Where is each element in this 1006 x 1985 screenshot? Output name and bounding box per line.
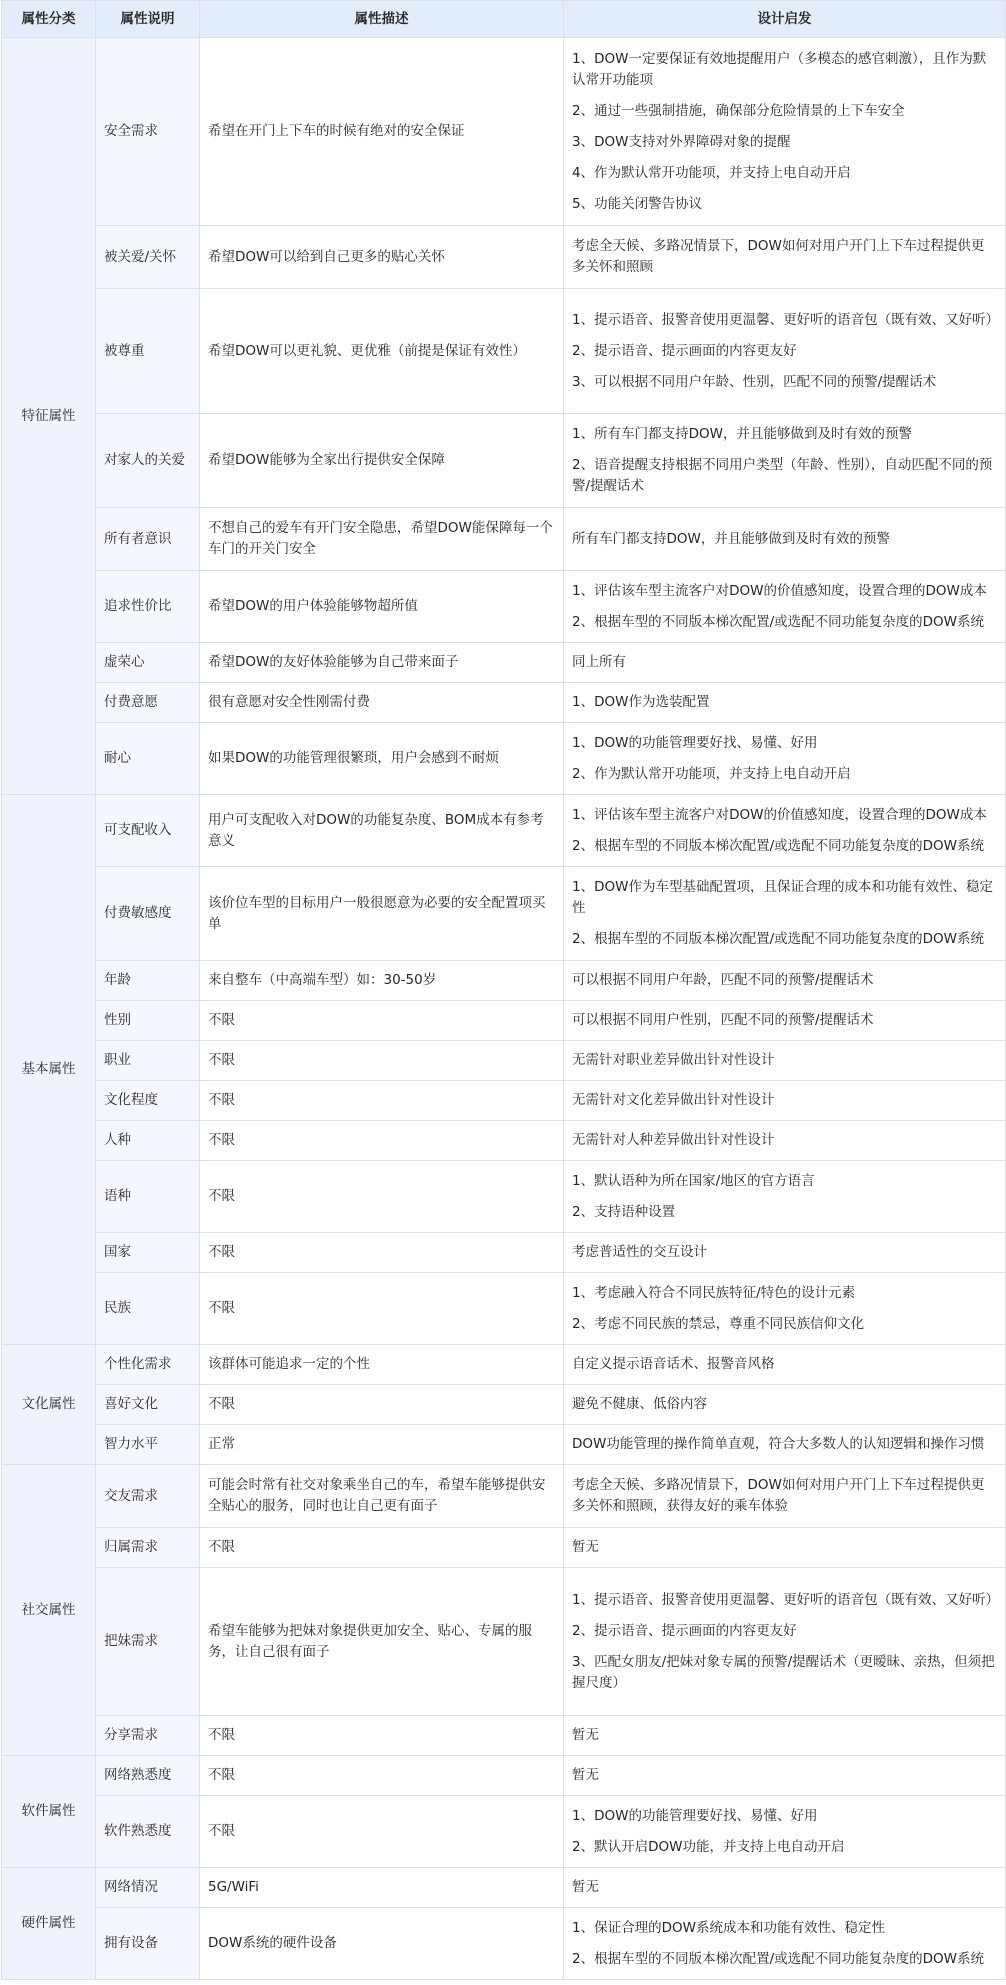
insight-item: 2、根据车型的不同版本梯次配置/或选配不同功能复杂度的DOW系统	[572, 931, 985, 947]
design-insight-cell	[564, 683, 1006, 723]
design-insight-cell	[564, 1345, 1006, 1385]
insight-item: 1、考虑融入符合不同民族特征/特色的设计元素	[572, 1284, 856, 1301]
insight-item: 暂无	[572, 1727, 599, 1743]
attribute-description-cell: 可能会时常有社交对象乘坐自己的车，希望车能够提供安全贴心的服务，同时也让自己更有面子	[200, 1465, 564, 1528]
attribute-name-cell: 追求性价比	[96, 571, 200, 643]
insight-item: 2、根据车型的不同版本梯次配置/或选配不同功能复杂度的DOW系统	[572, 613, 985, 630]
table-row	[2, 508, 1006, 571]
table-row	[2, 1716, 1006, 1756]
design-insight-cell	[564, 1716, 1006, 1756]
design-insight-cell	[564, 961, 1006, 1001]
design-insight-cell	[564, 1425, 1006, 1465]
insight-item: 1、DOW的功能管理要好找、易懂、好用	[572, 734, 818, 751]
insight-item: 2、根据车型的不同版本梯次配置/或选配不同功能复杂度的DOW系统	[572, 1950, 985, 1967]
insight-item: 考虑全天候、多路况情景下，DOW如何对用户开门上下车过程提供更多关怀和照顾，获得友好的乘车体验	[572, 1477, 985, 1514]
insight-item: 同上所有	[572, 654, 626, 670]
category-cell: 基本属性	[2, 795, 96, 1345]
design-insight-cell	[564, 38, 1006, 226]
attribute-description-cell: 希望DOW能够为全家出行提供安全保障	[200, 414, 564, 508]
attribute-name-cell: 分享需求	[96, 1716, 200, 1756]
header-description: 属性描述	[200, 1, 564, 38]
table-row	[2, 1465, 1006, 1528]
table-row	[2, 38, 1006, 226]
attribute-name-cell: 网络情况	[96, 1868, 200, 1908]
attribute-name-cell: 网络熟悉度	[96, 1756, 200, 1796]
attribute-description-cell: 不限	[200, 1001, 564, 1041]
attribute-description-cell: 希望DOW的用户体验能够物超所值	[200, 571, 564, 643]
table-row	[2, 571, 1006, 643]
attribute-name-cell: 交友需求	[96, 1465, 200, 1528]
attribute-name-cell: 虚荣心	[96, 643, 200, 683]
design-insight-cell	[564, 289, 1006, 414]
design-insight-cell	[564, 1868, 1006, 1908]
insight-item: 4、作为默认常开功能项，并支持上电自动开启	[572, 164, 851, 181]
insight-item: 2、语音提醒支持根据不同用户类型（年龄、性别），自动匹配不同的预警/提醒话术	[572, 457, 993, 494]
design-insight-cell	[564, 571, 1006, 643]
attribute-description-cell: 不限	[200, 1528, 564, 1568]
insight-item: DOW功能管理的操作简单直观，符合大多数人的认知逻辑和操作习惯	[572, 1436, 985, 1452]
attribute-description-cell: 来自整车（中高端车型）如：30-50岁	[200, 961, 564, 1001]
insight-item: 无需针对人种差异做出针对性设计	[572, 1132, 775, 1148]
insight-item: 暂无	[572, 1539, 599, 1555]
insight-item: 暂无	[572, 1767, 599, 1783]
attribute-description-cell: 不限	[200, 1385, 564, 1425]
attribute-description-cell: 不限	[200, 1081, 564, 1121]
attribute-description-cell: 不限	[200, 1233, 564, 1273]
design-insight-cell	[564, 1081, 1006, 1121]
header-row	[2, 1, 1006, 38]
design-insight-cell	[564, 1568, 1006, 1716]
attribute-description-cell: 希望DOW可以给到自己更多的贴心关怀	[200, 226, 564, 289]
insight-item: 考虑全天候、多路况情景下，DOW如何对用户开门上下车过程提供更多关怀和照顾	[572, 238, 985, 275]
attribute-name-cell: 被关爱/关怀	[96, 226, 200, 289]
design-insight-cell	[564, 1796, 1006, 1868]
table-row	[2, 414, 1006, 508]
attribute-name-cell: 软件熟悉度	[96, 1796, 200, 1868]
design-insight-cell	[564, 1001, 1006, 1041]
attribute-name-cell: 职业	[96, 1041, 200, 1081]
design-insight-cell	[564, 226, 1006, 289]
attribute-name-cell: 安全需求	[96, 38, 200, 226]
attribute-description-cell: 不限	[200, 1756, 564, 1796]
attribute-name-cell: 民族	[96, 1273, 200, 1345]
table-row	[2, 1908, 1006, 1980]
attribute-name-cell: 人种	[96, 1121, 200, 1161]
attribute-description-cell: 不限	[200, 1716, 564, 1756]
insight-item: 1、DOW作为选装配置	[572, 694, 710, 710]
category-cell: 社交属性	[2, 1465, 96, 1756]
attribute-name-cell: 个性化需求	[96, 1345, 200, 1385]
insight-item: 2、考虑不同民族的禁忌，尊重不同民族信仰文化	[572, 1315, 865, 1332]
attribute-description-cell: 用户可支配收入对DOW的功能复杂度、BOM成本有参考意义	[200, 795, 564, 867]
attribute-name-cell: 被尊重	[96, 289, 200, 414]
table-row	[2, 1425, 1006, 1465]
attribute-description-cell: 5G/WiFi	[200, 1868, 564, 1908]
attribute-name-cell: 归属需求	[96, 1528, 200, 1568]
attribute-name-cell: 性别	[96, 1001, 200, 1041]
design-insight-cell	[564, 1385, 1006, 1425]
attribute-description-cell: 该群体可能追求一定的个性	[200, 1345, 564, 1385]
design-insight-cell	[564, 1233, 1006, 1273]
insight-item: 1、提示语音、报警音使用更温馨、更好听的语音包（既有效、又好听）	[572, 311, 1000, 328]
insight-item: 3、可以根据不同用户年龄、性别，匹配不同的预警/提醒话术	[572, 373, 937, 390]
table-row	[2, 1001, 1006, 1041]
table-row	[2, 1345, 1006, 1385]
table-row	[2, 226, 1006, 289]
attribute-table	[1, 0, 1006, 1980]
attribute-description-cell: 不限	[200, 1796, 564, 1868]
design-insight-cell	[564, 414, 1006, 508]
attribute-description-cell: 不限	[200, 1121, 564, 1161]
attribute-name-cell: 国家	[96, 1233, 200, 1273]
attribute-name-cell: 所有者意识	[96, 508, 200, 571]
insight-item: 可以根据不同用户年龄，匹配不同的预警/提醒话术	[572, 972, 874, 988]
insight-item: 1、DOW作为车型基础配置项，且保证合理的成本和功能有效性、稳定性	[572, 879, 993, 916]
table-row	[2, 643, 1006, 683]
insight-item: 1、评估该车型主流客户对DOW的价值感知度，设置合理的DOW成本	[572, 806, 987, 823]
design-insight-cell	[564, 1465, 1006, 1528]
attribute-name-cell: 对家人的关爱	[96, 414, 200, 508]
insight-item: 1、DOW的功能管理要好找、易懂、好用	[572, 1807, 818, 1824]
table-row	[2, 1081, 1006, 1121]
table-row	[2, 1868, 1006, 1908]
insight-item: 2、通过一些强制措施，确保部分危险情景的上下车安全	[572, 102, 905, 119]
table-row	[2, 289, 1006, 414]
design-insight-cell	[564, 1528, 1006, 1568]
insight-item: 1、保证合理的DOW系统成本和功能有效性、稳定性	[572, 1919, 885, 1936]
insight-item: 2、作为默认常开功能项，并支持上电自动开启	[572, 765, 851, 782]
design-insight-cell	[564, 643, 1006, 683]
insight-item: 暂无	[572, 1879, 599, 1895]
attribute-description-cell: 很有意愿对安全性刚需付费	[200, 683, 564, 723]
attribute-name-cell: 拥有设备	[96, 1908, 200, 1980]
insight-item: 所有车门都支持DOW，并且能够做到及时有效的预警	[572, 530, 890, 547]
table-row	[2, 1756, 1006, 1796]
insight-item: 2、提示语音、提示画面的内容更友好	[572, 342, 797, 359]
table-row	[2, 723, 1006, 795]
attribute-description-cell: 正常	[200, 1425, 564, 1465]
design-insight-cell	[564, 795, 1006, 867]
design-insight-cell	[564, 723, 1006, 795]
attribute-description-cell: 不限	[200, 1273, 564, 1345]
insight-item: 无需针对职业差异做出针对性设计	[572, 1052, 775, 1068]
attribute-description-cell: 希望DOW的友好体验能够为自己带来面子	[200, 643, 564, 683]
table-row	[2, 961, 1006, 1001]
table-row	[2, 1385, 1006, 1425]
table-row	[2, 1796, 1006, 1868]
insight-item: 3、DOW支持对外界障碍对象的提醒	[572, 133, 791, 150]
attribute-description-cell: 希望车能够为把妹对象提供更加安全、贴心、专属的服务，让自己很有面子	[200, 1568, 564, 1716]
insight-item: 5、功能关闭警告协议	[572, 195, 703, 212]
attribute-description-cell: DOW系统的硬件设备	[200, 1908, 564, 1980]
insight-item: 避免不健康、低俗内容	[572, 1396, 707, 1412]
attribute-description-cell: 如果DOW的功能管理很繁琐，用户会感到不耐烦	[200, 723, 564, 795]
table-row	[2, 1568, 1006, 1716]
attribute-name-cell: 文化程度	[96, 1081, 200, 1121]
insight-item: 可以根据不同用户性别，匹配不同的预警/提醒话术	[572, 1012, 874, 1028]
insight-item: 2、提示语音、提示画面的内容更友好	[572, 1622, 797, 1639]
attribute-name-cell: 付费敏感度	[96, 867, 200, 961]
attribute-name-cell: 语种	[96, 1161, 200, 1233]
table-row	[2, 683, 1006, 723]
attribute-description-cell: 不限	[200, 1161, 564, 1233]
insight-item: 2、支持语种设置	[572, 1203, 676, 1220]
design-insight-cell	[564, 508, 1006, 571]
table-row	[2, 795, 1006, 867]
attribute-description-cell: 不限	[200, 1041, 564, 1081]
table-row	[2, 1273, 1006, 1345]
insight-item: 1、所有车门都支持DOW，并且能够做到及时有效的预警	[572, 426, 912, 442]
design-insight-cell	[564, 867, 1006, 961]
attribute-name-cell: 智力水平	[96, 1425, 200, 1465]
insight-item: 2、根据车型的不同版本梯次配置/或选配不同功能复杂度的DOW系统	[572, 837, 985, 854]
design-insight-cell	[564, 1161, 1006, 1233]
table-row	[2, 1528, 1006, 1568]
insight-item: 考虑普适性的交互设计	[572, 1244, 707, 1260]
attribute-name-cell: 付费意愿	[96, 683, 200, 723]
design-insight-cell	[564, 1041, 1006, 1081]
attribute-name-cell: 可支配收入	[96, 795, 200, 867]
design-insight-cell	[564, 1121, 1006, 1161]
insight-item: 1、评估该车型主流客户对DOW的价值感知度，设置合理的DOW成本	[572, 582, 987, 599]
table-row	[2, 1121, 1006, 1161]
category-cell: 硬件属性	[2, 1868, 96, 1980]
attribute-description-cell: 希望DOW可以更礼貌、更优雅（前提是保证有效性）	[200, 289, 564, 414]
insight-item: 无需针对文化差异做出针对性设计	[572, 1092, 775, 1108]
attribute-description-cell: 希望在开门上下车的时候有绝对的安全保证	[200, 38, 564, 226]
table-row	[2, 867, 1006, 961]
category-cell: 特征属性	[2, 38, 96, 795]
header-attribute: 属性说明	[96, 1, 200, 38]
attribute-name-cell: 耐心	[96, 723, 200, 795]
attribute-description-cell: 该价位车型的目标用户一般很愿意为必要的安全配置项买单	[200, 867, 564, 961]
attribute-description-cell: 不想自己的爱车有开门安全隐患，希望DOW能保障每一个车门的开关门安全	[200, 508, 564, 571]
table-row	[2, 1041, 1006, 1081]
insight-item: 2、默认开启DOW功能，并支持上电自动开启	[572, 1838, 845, 1855]
attribute-name-cell: 年龄	[96, 961, 200, 1001]
design-insight-cell	[564, 1908, 1006, 1980]
table-row	[2, 1233, 1006, 1273]
attribute-name-cell: 喜好文化	[96, 1385, 200, 1425]
insight-item: 1、DOW一定要保证有效地提醒用户（多模态的感官刺激），且作为默认常开功能项	[572, 50, 987, 88]
category-cell: 软件属性	[2, 1756, 96, 1868]
design-insight-cell	[564, 1756, 1006, 1796]
insight-item: 1、提示语音、报警音使用更温馨、更好听的语音包（既有效、又好听）	[572, 1591, 1000, 1608]
insight-item: 3、匹配女朋友/把妹对象专属的预警/提醒话术（更暧昧、亲热，但须把握尺度）	[572, 1653, 995, 1691]
header-category: 属性分类	[2, 1, 96, 38]
header-insight: 设计启发	[564, 1, 1006, 38]
table-row	[2, 1161, 1006, 1233]
category-cell: 文化属性	[2, 1345, 96, 1465]
design-insight-cell	[564, 1273, 1006, 1345]
attribute-name-cell: 把妹需求	[96, 1568, 200, 1716]
insight-item: 自定义提示语音话术、报警音风格	[572, 1356, 775, 1372]
insight-item: 1、默认语种为所在国家/地区的官方语言	[572, 1172, 815, 1189]
